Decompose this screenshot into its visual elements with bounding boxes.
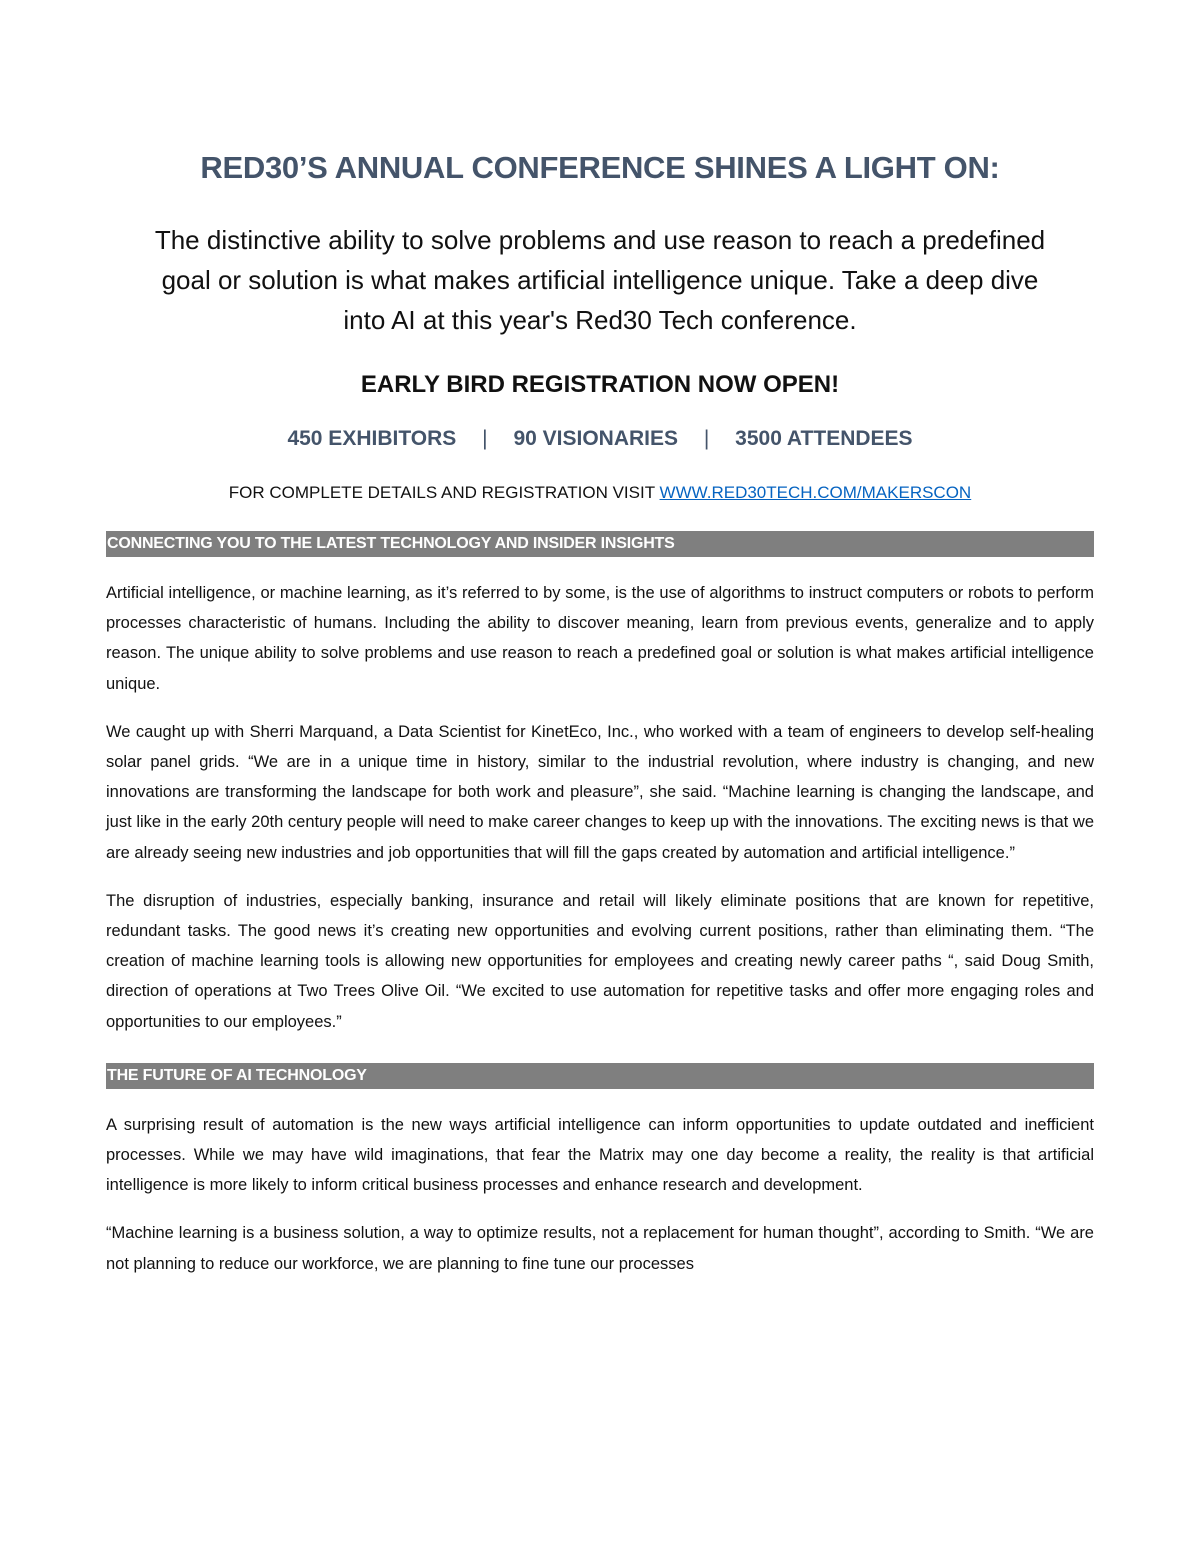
- stats-line: [106, 426, 1094, 452]
- registration-line: [106, 482, 1094, 504]
- body-paragraph: Artificial intelligence, or machine learning, as it’s referred to by some, is the use of algorithms to instruct computers or robots to perform processes characteristic of humans. Including the ability to discover meaning, learn from previous events, generalize and to apply reason. The unique ability to solve problems and use reason to reach a predefined goal or solution is what makes artificial intelligence unique.: [106, 584, 1094, 693]
- stat-exhibitors: 450 EXHIBITORS: [287, 427, 457, 450]
- stat-separator: |: [703, 427, 710, 450]
- body-paragraph: The disruption of industries, especially banking, insurance and retail will likely eliminate positions that are known for repetitive, redundant tasks. The good news it’s creating new opportunities and evolving current positions, rather than eliminating them. “The creation of machine learning tools is allowing new opportunities for employees and creating newly career paths “, said Doug Smith, direction of operations at Two Trees Olive Oil. “We excited to use automation for repetitive tasks and offer more engaging roles and opportunities to our employees.”: [106, 891, 1094, 1031]
- subtitle: The distinctive ability to solve problems and use reason to reach a predefined goal or solution is what makes artificial intelligence unique. Take a deep dive into AI at this year's Red30 Tech conference.: [154, 225, 1046, 335]
- body-paragraph: A surprising result of automation is the new ways artificial intelligence can inform opportunities to update outdated and inefficient processes. While we may have wild imaginations, that fear the Matrix may one day become a reality, the reality is that artificial intelligence is more likely to inform critical business processes and enhance research and development.: [106, 1115, 1094, 1195]
- registration-label: FOR COMPLETE DETAILS AND REGISTRATION VISIT: [228, 483, 655, 502]
- registration-link[interactable]: WWW.RED30TECH.COM/MAKERSCON: [659, 483, 972, 502]
- section-heading: CONNECTING YOU TO THE LATEST TECHNOLOGY AND INSIDER INSIGHTS: [106, 531, 1094, 557]
- section-heading: THE FUTURE OF AI TECHNOLOGY: [106, 1063, 1094, 1089]
- stat-attendees: 3500 ATTENDEES: [735, 427, 913, 450]
- stat-separator: |: [482, 427, 488, 450]
- document-body: [106, 150, 1094, 1279]
- body-paragraph: We caught up with Sherri Marquand, a Data Scientist for KinetEco, Inc., who worked with a team of engineers to develop self-healing solar panel grids. “We are in a unique time in history, similar to the industrial revolution, where industry is changing, and new innovations are transforming the landscape for both work and pleasure”, she said. “Machine learning is changing the landscape, and just like in the early 20th century people will need to make career changes to keep up with the innovations. The exciting news is that we are already seeing new industries and job opportunities that will fill the gaps created by automation and artificial intelligence.”: [106, 722, 1094, 862]
- early-bird-banner: EARLY BIRD REGISTRATION NOW OPEN!: [360, 371, 840, 398]
- body-paragraph: “Machine learning is a business solution, a way to optimize results, not a replacement for human thought”, according to Smith. “We are not planning to reduce our workforce, we are planning to fine tune our processes: [106, 1224, 1094, 1273]
- stat-visionaries: 90 VISIONARIES: [513, 427, 678, 450]
- page-title: RED30’S ANNUAL CONFERENCE SHINES A LIGHT ON:: [200, 150, 1000, 185]
